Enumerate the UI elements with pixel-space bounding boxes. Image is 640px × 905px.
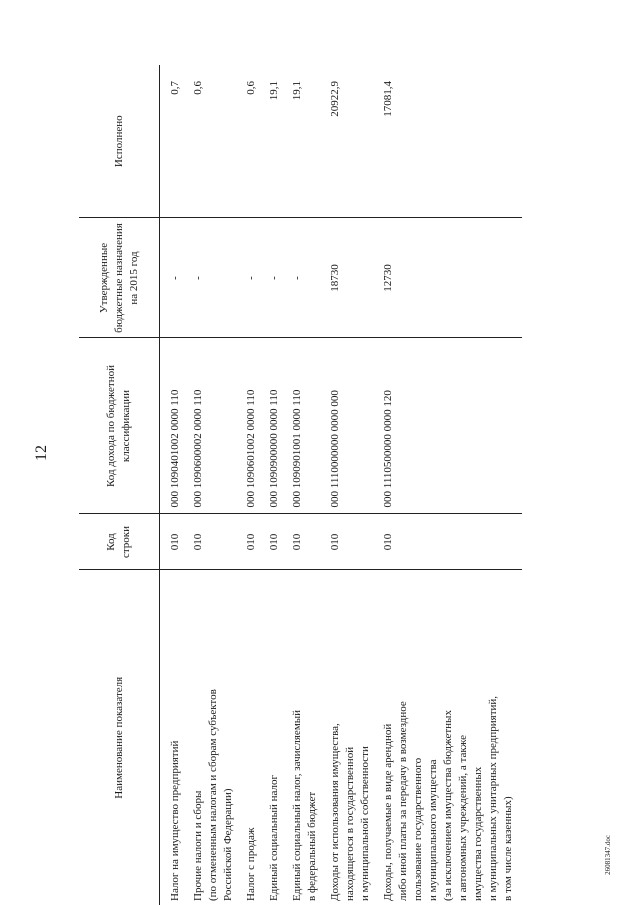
cell-row-code: 010 <box>265 514 288 570</box>
cell-indicator: Прочие налоги и сборы (по отмененным налогам и сборам субъектов Российской Федерации) <box>192 689 234 901</box>
cell-executed: 20922,9 <box>326 65 379 218</box>
cell-kbk: 000 1110500000 0000 120 <box>379 338 522 514</box>
cell-indicator: Доходы, получаемые в виде арендной либо иной платы за передачу в возмездное пользование государственного и муниципального имущества (за исключением имущества бюджетных и автономных учреждений, а также имущества государственных и муниципальных унитарных предприятий, в том числе казенных) <box>382 695 514 901</box>
table-row <box>288 65 326 905</box>
cell-executed: 19,1 <box>265 65 288 218</box>
table-row <box>379 65 522 905</box>
table-row <box>242 65 265 905</box>
table-row <box>326 65 379 905</box>
budget-table <box>79 65 522 905</box>
header-row-code: Код строки <box>79 514 160 570</box>
table-row <box>160 65 190 905</box>
cell-kbk: 000 1110000000 0000 000 <box>326 338 379 514</box>
cell-row-code: 010 <box>326 514 379 570</box>
cell-approved: 18730 <box>326 218 379 338</box>
cell-executed: 0,6 <box>242 65 265 218</box>
cell-executed: 0,7 <box>160 65 190 218</box>
cell-row-code: 010 <box>379 514 522 570</box>
cell-approved: - <box>242 218 265 338</box>
cell-kbk: 000 1090401002 0000 110 <box>160 338 190 514</box>
footer-document-code: 26081347.doc <box>604 835 612 875</box>
cell-kbk: 000 1090601002 0000 110 <box>242 338 265 514</box>
table-row <box>189 65 242 905</box>
header-kbk: Код дохода по бюджетной классификации <box>79 338 160 514</box>
cell-approved: - <box>189 218 242 338</box>
cell-kbk: 000 1090900000 0000 110 <box>265 338 288 514</box>
cell-indicator: Доходы от использования имущества, находящегося в государственной и муниципальной собственности <box>329 723 371 901</box>
cell-approved: 12730 <box>379 218 522 338</box>
cell-indicator: Налог на имущество предприятий <box>169 740 181 901</box>
header-approved: Утвержденные бюджетные назначения на 2015 год <box>79 218 160 338</box>
budget-table-wrapper <box>79 65 559 905</box>
cell-approved: - <box>288 218 326 338</box>
cell-row-code: 010 <box>189 514 242 570</box>
cell-row-code: 010 <box>288 514 326 570</box>
cell-approved: - <box>160 218 190 338</box>
cell-row-code: 010 <box>242 514 265 570</box>
cell-executed: 17081,4 <box>379 65 522 218</box>
header-indicator: Наименование показателя <box>79 570 160 905</box>
table-header-row <box>79 65 160 905</box>
cell-kbk: 000 1090600002 0000 110 <box>189 338 242 514</box>
cell-indicator: Единый социальный налог <box>268 774 280 901</box>
cell-executed: 19,1 <box>288 65 326 218</box>
cell-kbk: 000 1090901001 0000 110 <box>288 338 326 514</box>
table-row <box>265 65 288 905</box>
cell-approved: - <box>265 218 288 338</box>
page-number: 12 <box>33 445 50 461</box>
cell-indicator: Единый социальный налог, зачисляемый в федеральный бюджет <box>291 709 318 901</box>
cell-row-code: 010 <box>160 514 190 570</box>
header-executed: Исполнено <box>79 65 160 218</box>
cell-indicator: Налог с продаж <box>245 827 257 901</box>
cell-executed: 0,6 <box>189 65 242 218</box>
